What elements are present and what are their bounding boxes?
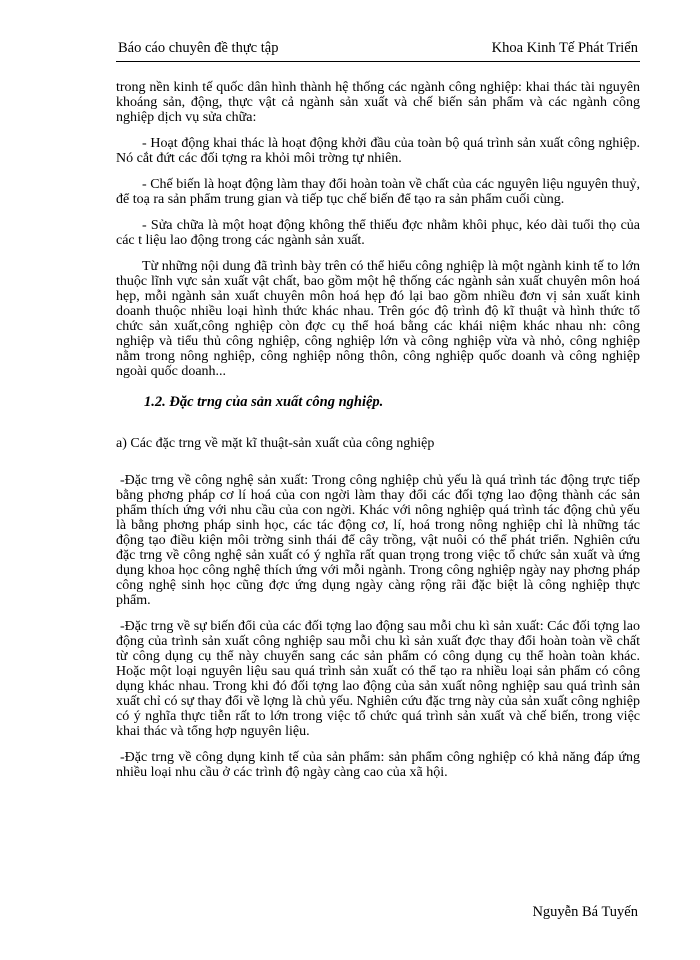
header-divider: [116, 61, 640, 62]
subsection-heading: a) Các đặc trng về mặt kĩ thuật-sản xuất của công nghiệp: [116, 436, 435, 451]
footer-author: Nguyễn Bá Tuyến: [532, 904, 638, 920]
paragraph-extraction: - Hoạt động khai thác là hoạt động khởi đầu của toàn bộ quá trình sản xuất công nghiệp. Nó cắt đứt các đối tợng ra khỏi môi trờng tự nhiên.: [116, 136, 640, 166]
paragraph-repair: - Sửa chữa là một hoạt động không thể thiếu đợc nhằm khôi phục, kéo dài tuổi thọ của các t liệu lao động trong các ngành sản xuất.: [116, 218, 640, 248]
header-report-title: Báo cáo chuyên đề thực tập: [118, 40, 279, 56]
paragraph-processing: - Chế biến là hoạt động làm thay đổi hoàn toàn về chất của các nguyên liệu nguyên thuỷ, để toạ ra sản phẩm trung gian và tiếp tục chế biến để tạo ra sản phẩm cuối cùng.: [116, 177, 640, 207]
paragraph-transformation: -Đặc trng về sự biến đổi của các đối tợng lao động sau mỗi chu kì sản xuất: Các đối tợng lao động của trình sản xuất công nghiệp sau mỗi chu kì sản xuất đợc thay đổi hoàn toàn về chất từ công dụng cụ thể này chuyển sang các sản phẩm có công dụng cụ thể hoàn toàn khác. Hoặc một loại nguyên liệu sau quá trình sản xuất có thể tạo ra nhiều loại sản phẩm có công dụng khác nhau. Trong khi đó đối tợng lao động của sản xuất nông nghiệp sau quá trình sản xuất chỉ có sự thay đổi về lợng là chủ yếu. Nghiên cứu đặc trng này của sản xuất công nghiệp có ý nghĩa thực tiễn rất to lớn trong việc tổ chức quá trình sản xuất và chế biến, trong việc khai thác và tổng hợp nguyên liệu.: [116, 619, 640, 739]
section-heading: 1.2. Đặc trng của sản xuất công nghiệp.: [144, 394, 384, 410]
header-faculty: Khoa Kinh Tế Phát Triển: [491, 40, 638, 56]
paragraph-intro: trong nền kinh tế quốc dân hình thành hệ thống các ngành công nghiệp: khai thác tài nguyên khoáng sản, động, thực vật cả ngành sản xuất và chế biến sản phẩm và các ngành công nghiệp dịch vụ sửa chữa:: [116, 80, 640, 125]
paragraph-economic-use: -Đặc trng về công dụng kinh tế của sản phẩm: sản phẩm công nghiệp có khả năng đáp ứng nhiều loại nhu cầu ở các trình độ ngày càng cao của xã hội.: [116, 750, 640, 780]
page-header: [118, 40, 638, 57]
document-body: [116, 80, 640, 791]
paragraph-technology: -Đặc trng về công nghệ sản xuất: Trong công nghiệp chủ yếu là quá trình tác động trực tiếp bằng phơng pháp cơ lí hoá của con ngời làm thay đổi các đối tợng lao động thành các sản phẩm thích ứng với nhu cầu của con ngời. Khác với nông nghiệp quá trình tác động chủ yếu là bằng phơng pháp sinh học, các tác động cơ, lí, hoá trong nông nghiệp chỉ là những tác động tạo điều kiện môi trờng sinh thái để cây trồng, vật nuôi có thể phát triển. Nghiên cứu đặc trng về công nghệ sản xuất có ý nghĩa rất quan trọng trong việc tổ chức sản xuất và ứng dụng khoa học công nghệ thích ứng với mỗi ngành. Trong công nghiệp ngày nay phơng pháp công nghệ sinh học cũng đợc ứng dụng ngày càng rộng rãi đặc biệt là công nghiệp thực phẩm.: [116, 473, 640, 608]
paragraph-summary: Từ những nội dung đã trình bày trên có thể hiểu công nghiệp là một ngành kinh tế to lớn thuộc lĩnh vực sản xuất vật chất, bao gồm một hệ thống các ngành sản xuất chuyên môn hoá hẹp, mỗi ngành sản xuất chuyên môn hoá hẹp đó lại bao gồm nhiều đơn vị sản xuất kinh doanh thuộc nhiều loại hình thức khác nhau. Trên góc độ trình độ kĩ thuật và hình thức tổ chức sản xuất,công nghiệp còn đợc cụ thể hoá bằng các khái niệm khác nhau nh: công nghiệp và tiểu thủ công nghiệp, công nghiệp lớn và công nghiệp vừa và nhỏ, công nghiệp nằm trong nông nghiệp, công nghiệp nông thôn, công nghiệp quốc doanh và công nghiệp ngoài quốc doanh...: [116, 259, 640, 379]
